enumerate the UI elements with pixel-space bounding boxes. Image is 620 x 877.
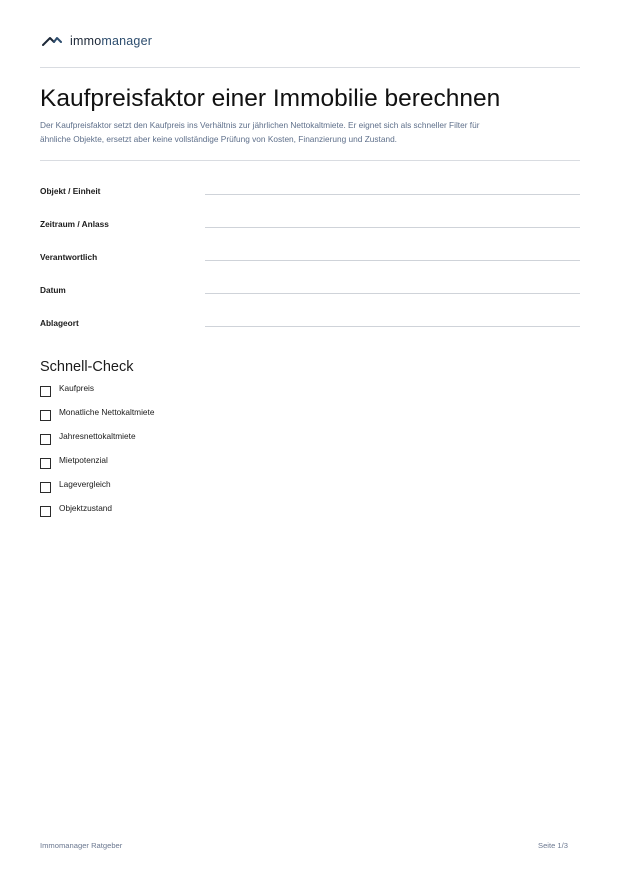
checkbox[interactable] [40, 506, 51, 517]
checklist-title: Schnell-Check [40, 359, 134, 375]
page-title: Kaufpreisfaktor einer Immobilie berechnen [40, 85, 501, 112]
checklist-item-monatliche-nettokaltmiete[interactable] [40, 405, 154, 419]
brand-logo [42, 33, 152, 49]
field-verantwortlich [40, 251, 580, 271]
brand-name [70, 33, 152, 49]
field-label: Objekt / Einheit [40, 186, 101, 196]
brand-name-part1: immo [70, 34, 102, 48]
checklist-item-label: Objektzustand [59, 503, 113, 513]
field-label: Verantwortlich [40, 252, 98, 262]
checklist-item-mietpotenzial[interactable] [40, 453, 108, 467]
footer-publication: Immomanager Ratgeber [40, 841, 123, 850]
checklist-item-label: Monatliche Nettokaltmiete [59, 407, 155, 417]
checklist-item-lagevergleich[interactable] [40, 477, 111, 491]
brand-name-part2: manager [101, 34, 153, 48]
checkbox[interactable] [40, 458, 51, 469]
intro-divider [40, 160, 580, 161]
field-label: Datum [40, 285, 66, 295]
field-label: Zeitraum / Anlass [40, 219, 109, 229]
checklist-item-label: Lagevergleich [59, 479, 111, 489]
checklist-item-label: Mietpotenzial [59, 455, 108, 465]
checklist-item-label: Jahresnettokaltmiete [59, 431, 136, 441]
field-datum [40, 284, 580, 304]
checklist-item-kaufpreis[interactable] [40, 381, 94, 395]
roof-chevron-icon [42, 35, 62, 47]
field-input-line[interactable] [205, 293, 580, 294]
checkbox[interactable] [40, 386, 51, 397]
field-input-line[interactable] [205, 260, 580, 261]
footer-page-number: Seite 1/3 [538, 841, 568, 850]
checkbox[interactable] [40, 434, 51, 445]
field-label: Ablageort [40, 318, 79, 328]
field-input-line[interactable] [205, 194, 580, 195]
field-objekt-einheit [40, 185, 580, 205]
checkbox[interactable] [40, 410, 51, 421]
field-input-line[interactable] [205, 326, 580, 327]
header-divider [40, 67, 580, 68]
field-zeitraum-anlass [40, 218, 580, 238]
checklist-item-jahresnettokaltmiete[interactable] [40, 429, 136, 443]
intro-text: Der Kaufpreisfaktor setzt den Kaufpreis ins Verhältnis zur jährlichen Nettokaltmiete. Er eignet sich als schneller Filter für ähnliche Objekte, ersetzt aber keine vollständige Prüfung von Kosten, Finanzierung und Zustand. [40, 120, 480, 144]
checkbox[interactable] [40, 482, 51, 493]
field-input-line[interactable] [205, 227, 580, 228]
checklist-item-label: Kaufpreis [59, 383, 95, 393]
field-ablageort [40, 317, 580, 337]
checklist-item-objektzustand[interactable] [40, 501, 112, 515]
